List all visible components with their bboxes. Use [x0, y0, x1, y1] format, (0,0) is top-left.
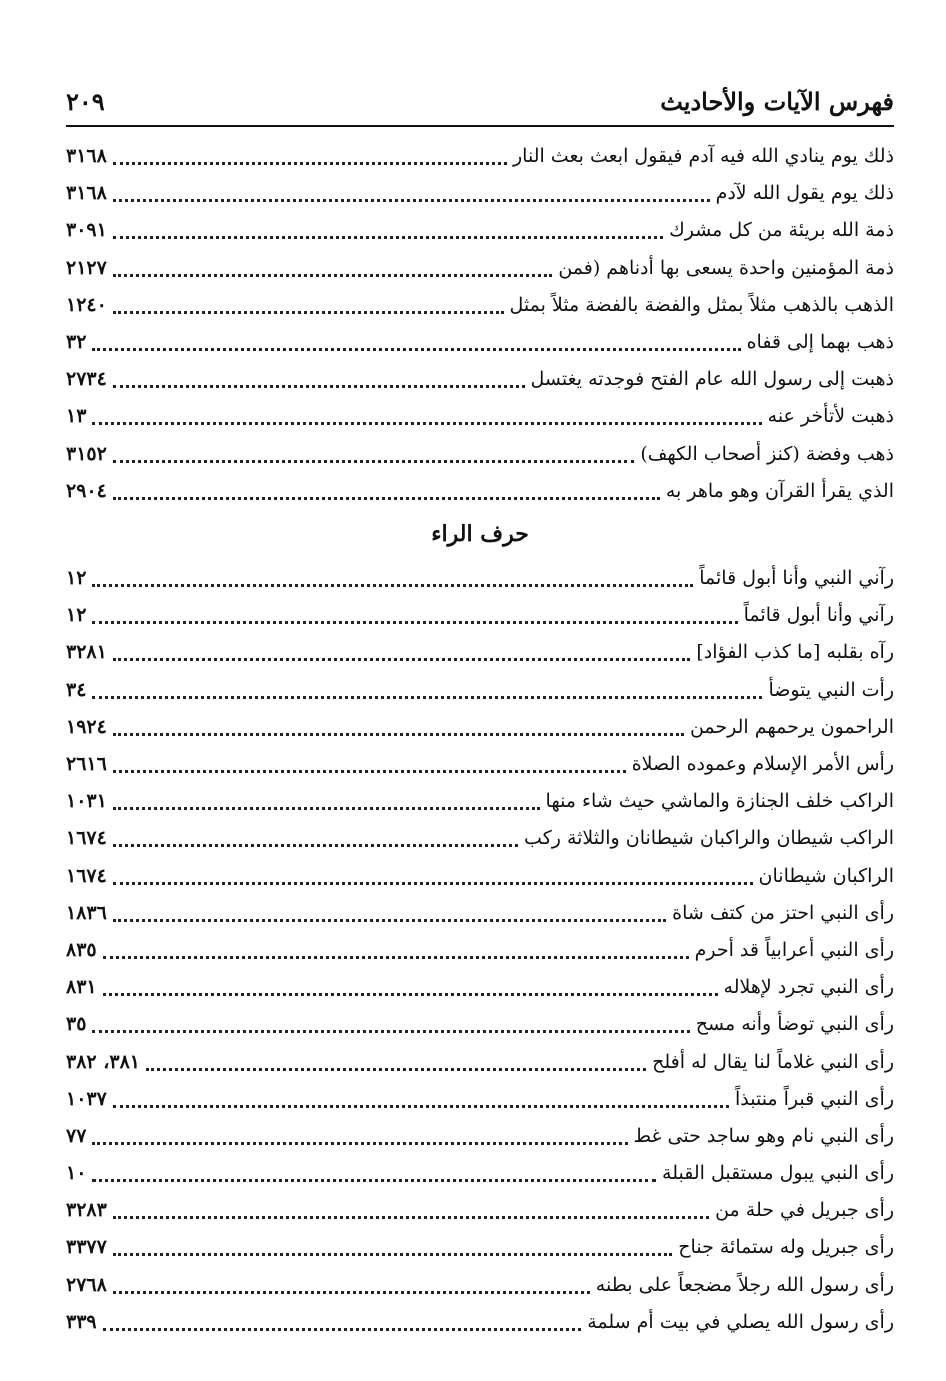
- index-entry: [66, 560, 894, 597]
- entry-text: رأس الأمر الإسلام وعموده الصلاة: [631, 753, 894, 776]
- dot-leader: [113, 274, 553, 277]
- entry-text: ذلك يوم ينادي الله فيه آدم فيقول ابعث بعث النار: [513, 145, 894, 168]
- entry-text: رأت النبي يتوضأ: [768, 678, 894, 701]
- header-rule: [66, 125, 894, 127]
- entry-text: ذهب بهما إلى قفاه: [746, 331, 894, 354]
- hadith-number: ٣٢٨١: [66, 641, 107, 664]
- index-entry: [66, 746, 894, 783]
- entry-text: رآه بقلبه [ما كذب الفؤاد]: [696, 641, 894, 664]
- entry-text: ذمة المؤمنين واحدة يسعى بها أدناهم (فمن: [558, 256, 894, 279]
- index-entry: [66, 1155, 894, 1192]
- index-entry: [66, 1192, 894, 1229]
- section-heading: حرف الراء: [431, 521, 529, 547]
- dot-leader: [113, 807, 540, 810]
- dot-leader: [92, 422, 761, 425]
- index-entry: [66, 783, 894, 820]
- dot-leader: [113, 1216, 709, 1219]
- index-entry: [66, 138, 894, 175]
- dot-leader: [92, 696, 762, 699]
- entry-text: رأى النبي نام وهو ساجد حتى غط: [633, 1124, 894, 1147]
- hadith-number: ١٢٤٠: [66, 293, 107, 316]
- entry-text: رأى النبي قبراً منتبذاً: [734, 1087, 894, 1110]
- hadith-number: ٣٨١، ٣٨٢: [66, 1050, 140, 1073]
- entry-text: ذهبت لأتأخر عنه: [767, 405, 894, 428]
- hadith-number: ١٢: [66, 567, 87, 590]
- entry-text: ذهب وفضة (كنز أصحاب الكهف): [640, 442, 894, 465]
- dot-leader: [92, 584, 693, 587]
- index-entry: [66, 175, 894, 212]
- index-entry: [66, 1304, 894, 1341]
- dot-leader: [113, 460, 635, 463]
- hadith-number: ١٠٣٧: [66, 1087, 107, 1110]
- entry-text: رأى جبريل وله ستمائة جناح: [678, 1236, 894, 1259]
- index-entry: [66, 634, 894, 671]
- hadith-number: ٢١٢٧: [66, 256, 107, 279]
- page-number: ٢٠٩: [66, 87, 105, 116]
- hadith-number: ٣٥: [66, 1013, 87, 1036]
- dot-leader: [113, 844, 518, 847]
- hadith-number: ٣٣٩: [66, 1310, 97, 1333]
- dot-leader: [113, 497, 660, 500]
- entry-text: رأى رسول الله يصلي في بيت أم سلمة: [587, 1310, 894, 1333]
- page-header: [66, 72, 894, 116]
- dot-leader: [113, 770, 626, 773]
- hadith-number: ٣٠٩١: [66, 219, 107, 242]
- index-entry: [66, 287, 894, 324]
- entry-text: الراكب شيطان والراكبان شيطانان والثلاثة ركب: [524, 827, 894, 850]
- index-entry: [66, 1229, 894, 1266]
- dot-leader: [113, 1105, 729, 1108]
- entry-text: ذلك يوم يقول الله لآدم: [715, 182, 894, 205]
- index-entry: [66, 473, 894, 510]
- index-entry: [66, 895, 894, 932]
- hadith-number: ٣١٦٨: [66, 182, 107, 205]
- dot-leader: [103, 956, 689, 959]
- entry-text: الراحمون يرحمهم الرحمن: [689, 715, 894, 738]
- entry-text: رأى النبي احتز من كتف شاة: [672, 901, 894, 924]
- running-title: فهرس الآيات والأحاديث: [660, 87, 894, 116]
- index-entry: [66, 324, 894, 361]
- entry-text: رآني وأنا أبول قائماً: [743, 604, 894, 627]
- dot-leader: [113, 162, 507, 165]
- dot-leader: [113, 311, 504, 314]
- entry-text: الراكب خلف الجنازة والماشي حيث شاء منها: [545, 790, 894, 813]
- dot-leader: [92, 1142, 627, 1145]
- index-entry: [66, 212, 894, 249]
- dot-leader: [113, 733, 684, 736]
- dot-leader: [92, 1179, 656, 1182]
- hadith-number: ١٣: [66, 405, 87, 428]
- index-entry: [66, 709, 894, 746]
- index-entry: [66, 1081, 894, 1118]
- dot-leader: [113, 882, 753, 885]
- dot-leader: [146, 1068, 646, 1071]
- index-list-ra: [66, 560, 894, 1341]
- index-list-dhal: [66, 138, 894, 510]
- entry-text: رأى النبي غلاماً لنا يقال له أفلح: [652, 1050, 894, 1073]
- entry-text: ذمة الله بريئة من كل مشرك: [669, 219, 894, 242]
- dot-leader: [103, 1328, 582, 1331]
- entry-text: رأى النبي توضأ وأنه مسح: [695, 1013, 894, 1036]
- dot-leader: [113, 658, 691, 661]
- index-entry: [66, 1043, 894, 1080]
- index-entry: [66, 969, 894, 1006]
- hadith-number: ١٩٢٤: [66, 715, 107, 738]
- entry-text: الذهب بالذهب مثلاً بمثل والفضة بالفضة مثلاً بمثل: [509, 293, 894, 316]
- index-entry: [66, 398, 894, 435]
- hadith-number: ١٠٣١: [66, 790, 107, 813]
- index-entry: [66, 361, 894, 398]
- hadith-number: ٨٣١: [66, 976, 97, 999]
- entry-text: رأى رسول الله رجلاً مضجعاً على بطنه: [595, 1273, 894, 1296]
- hadith-number: ١٦٧٤: [66, 864, 107, 887]
- entry-text: رأى جبريل في حلة من: [715, 1199, 894, 1222]
- dot-leader: [113, 199, 710, 202]
- hadith-number: ١٠: [66, 1162, 87, 1185]
- index-entry: [66, 932, 894, 969]
- hadith-number: ٣٣٧٧: [66, 1236, 107, 1259]
- index-entry: [66, 1118, 894, 1155]
- index-entry: [66, 597, 894, 634]
- index-entry: [66, 1006, 894, 1043]
- dot-leader: [113, 1291, 590, 1294]
- hadith-number: ٣١٦٨: [66, 145, 107, 168]
- dot-leader: [113, 236, 663, 239]
- hadith-number: ٨٣٥: [66, 938, 97, 961]
- hadith-number: ٢٧٦٨: [66, 1273, 107, 1296]
- dot-leader: [92, 348, 740, 351]
- hadith-number: ٢٧٣٤: [66, 368, 107, 391]
- entry-text: رأى النبي تجرد لإهلاله: [723, 976, 894, 999]
- hadith-number: ٧٧: [66, 1124, 87, 1147]
- dot-leader: [113, 919, 666, 922]
- entry-text: رأى النبي يبول مستقبل القبلة: [662, 1162, 894, 1185]
- hadith-number: ٣٢٨٣: [66, 1199, 107, 1222]
- hadith-number: ٣١٥٢: [66, 442, 107, 465]
- index-entry: [66, 250, 894, 287]
- entry-text: الذي يقرأ القرآن وهو ماهر به: [665, 479, 894, 502]
- hadith-number: ٢٩٠٤: [66, 479, 107, 502]
- entry-text: ذهبت إلى رسول الله عام الفتح فوجدته يغتسل: [530, 368, 894, 391]
- index-entry: [66, 820, 894, 857]
- hadith-number: ٣٢: [66, 331, 87, 354]
- index-entry: [66, 858, 894, 895]
- index-entry: [66, 436, 894, 473]
- dot-leader: [103, 993, 718, 996]
- hadith-number: ٣٤: [66, 678, 87, 701]
- hadith-number: ١٦٧٤: [66, 827, 107, 850]
- entry-text: رآني النبي وأنا أبول قائماً: [699, 567, 894, 590]
- index-entry: [66, 672, 894, 709]
- dot-leader: [92, 1030, 689, 1033]
- dot-leader: [113, 385, 525, 388]
- index-entry: [66, 1267, 894, 1304]
- entry-text: رأى النبي أعرابياً قد أحرم: [694, 938, 894, 961]
- hadith-number: ١٢: [66, 604, 87, 627]
- dot-leader: [113, 1253, 672, 1256]
- entry-text: الراكبان شيطانان: [758, 864, 894, 887]
- hadith-number: ١٨٣٦: [66, 901, 107, 924]
- dot-leader: [92, 621, 737, 624]
- hadith-number: ٢٦١٦: [66, 753, 107, 776]
